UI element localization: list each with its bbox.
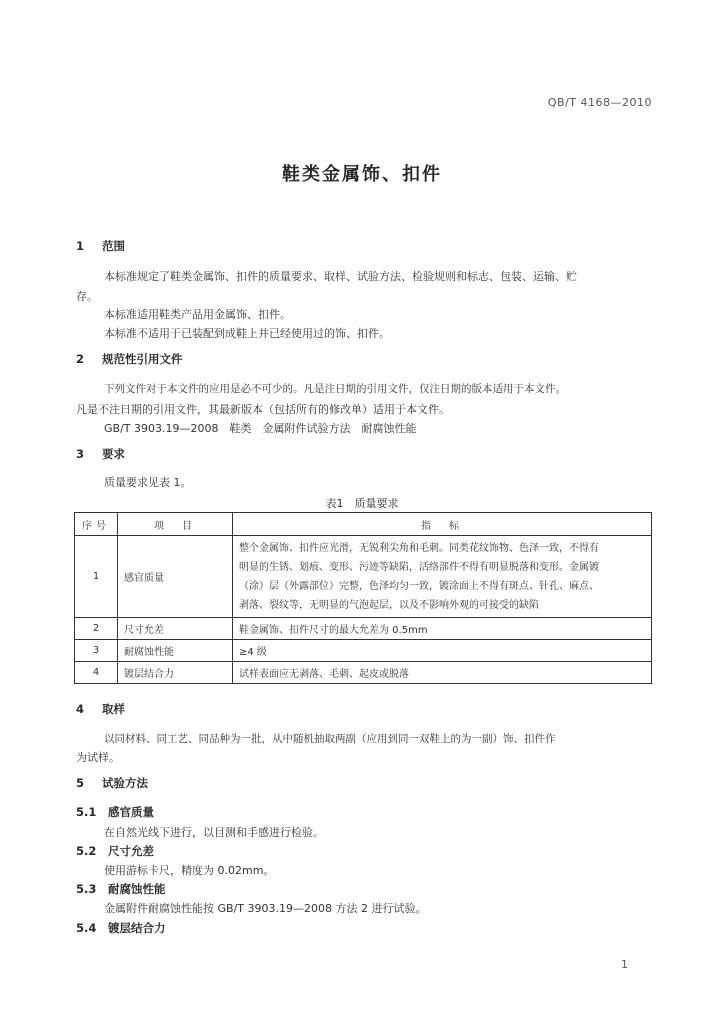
subsection-5-3-text: 金属附件耐腐蚀性能按 GB/T 3903.19—2008 方法 2 进行试验。: [104, 902, 427, 915]
spec-line: 整个金属饰、扣件应光滑，无锐利尖角和毛刺。同类花纹饰物、色泽一致，不得有: [239, 542, 599, 554]
section-title: 取样: [102, 702, 125, 716]
section-number: 1: [76, 239, 85, 253]
section-3-heading: [76, 446, 125, 462]
row-number: 2: [75, 618, 118, 640]
section-4-heading: [76, 701, 125, 717]
section-number: 5: [76, 776, 85, 790]
subsection-5-4-heading: [76, 920, 166, 936]
column-header-no: 序号: [75, 513, 118, 536]
subsection-number: 5.2: [76, 844, 97, 858]
subsection-number: 5.4: [76, 921, 97, 935]
document-code: QB/T 4168—2010: [547, 96, 652, 109]
section-1-paragraph-3: 本标准不适用于已装配到成鞋上并已经使用过的饰、扣件。: [104, 327, 390, 340]
page-number: 1: [621, 958, 628, 971]
section-3-paragraph: 质量要求见表 1。: [104, 476, 192, 489]
subsection-number: 5.1: [76, 805, 97, 819]
section-1-heading: [76, 238, 125, 254]
table-row: [75, 640, 652, 662]
section-2-paragraph-line-2: 凡是不注日期的引用文件，其最新版本（包括所有的修改单）适用于本文件。: [76, 403, 450, 416]
subsection-number: 5.3: [76, 882, 97, 896]
row-item: 耐腐蚀性能: [118, 640, 233, 662]
column-header-item: 项 目: [118, 513, 233, 536]
section-number: 2: [76, 352, 85, 366]
quality-requirements-table: [74, 512, 652, 684]
spec-line: 剥落、裂纹等，无明显的气泡起层，以及不影响外观的可接受的缺陷: [239, 599, 539, 611]
row-item: 感官质量: [118, 536, 233, 618]
table-row: [75, 536, 652, 618]
section-title: 范围: [102, 239, 125, 253]
section-4-paragraph-line-2: 为试样。: [76, 751, 120, 764]
subsection-5-1-heading: [76, 804, 154, 820]
column-header-spec: 指 标: [233, 513, 652, 536]
section-number: 3: [76, 447, 85, 461]
row-item: 镀层结合力: [118, 662, 233, 684]
table-caption: 表1 质量要求: [325, 497, 399, 510]
spec-line: （涂）层（外露部位）完整，色泽均匀一致，镀涂面上不得有斑点、针孔、麻点、: [239, 580, 599, 592]
row-number: 3: [75, 640, 118, 662]
section-1-paragraph-2: 本标准适用鞋类产品用金属饰、扣件。: [104, 308, 291, 321]
section-5-heading: [76, 775, 148, 791]
subsection-title: 耐腐蚀性能: [108, 882, 166, 896]
section-1-paragraph-1-line-2: 存。: [76, 290, 98, 303]
row-spec: ≥4 级: [233, 640, 652, 662]
row-spec: 鞋金属饰、扣件尺寸的最大允差为 0.5mm: [233, 618, 652, 640]
subsection-5-3-heading: [76, 881, 166, 897]
row-spec: [233, 536, 652, 618]
section-title: 试验方法: [102, 776, 148, 790]
table-header-row: [75, 513, 652, 536]
section-4-paragraph-line-1: 以同材料、同工艺、同品种为一批，从中随机抽取两副（应用到同一双鞋上的为一副）饰、扣件作: [104, 733, 556, 745]
spec-line: 明显的生锈、划痕、变形、污迹等缺陷，活络部件不得有明显脱落和变形。金属镀: [239, 561, 599, 573]
table-row: [75, 618, 652, 640]
row-spec: 试样表面应无剥落、毛刺、起皮或脱落: [233, 662, 652, 684]
subsection-5-2-heading: [76, 843, 154, 859]
row-number: 1: [75, 536, 118, 618]
section-title: 规范性引用文件: [102, 352, 183, 366]
document-title: 鞋类金属饰、扣件: [282, 164, 442, 185]
subsection-title: 尺寸允差: [108, 844, 154, 858]
section-1-paragraph-1-line-1: 本标准规定了鞋类金属饰、扣件的质量要求、取样、试验方法、检验规则和标志、包装、运输、贮: [104, 270, 577, 283]
section-title: 要求: [102, 447, 125, 461]
table-row: [75, 662, 652, 684]
subsection-5-2-text: 使用游标卡尺，精度为 0.02mm。: [104, 864, 275, 877]
normative-reference: GB/T 3903.19—2008 鞋类 金属附件试验方法 耐腐蚀性能: [104, 422, 417, 435]
section-2-heading: [76, 351, 183, 367]
row-item: 尺寸允差: [118, 618, 233, 640]
row-number: 4: [75, 662, 118, 684]
subsection-title: 感官质量: [108, 805, 154, 819]
subsection-title: 镀层结合力: [108, 921, 166, 935]
section-2-paragraph-line-1: 下列文件对于本文件的应用是必不可少的。凡是注日期的引用文件，仅注日期的版本适用于本文件。: [104, 383, 566, 395]
section-number: 4: [76, 702, 85, 716]
subsection-5-1-text: 在自然光线下进行，以目测和手感进行检验。: [104, 826, 324, 839]
